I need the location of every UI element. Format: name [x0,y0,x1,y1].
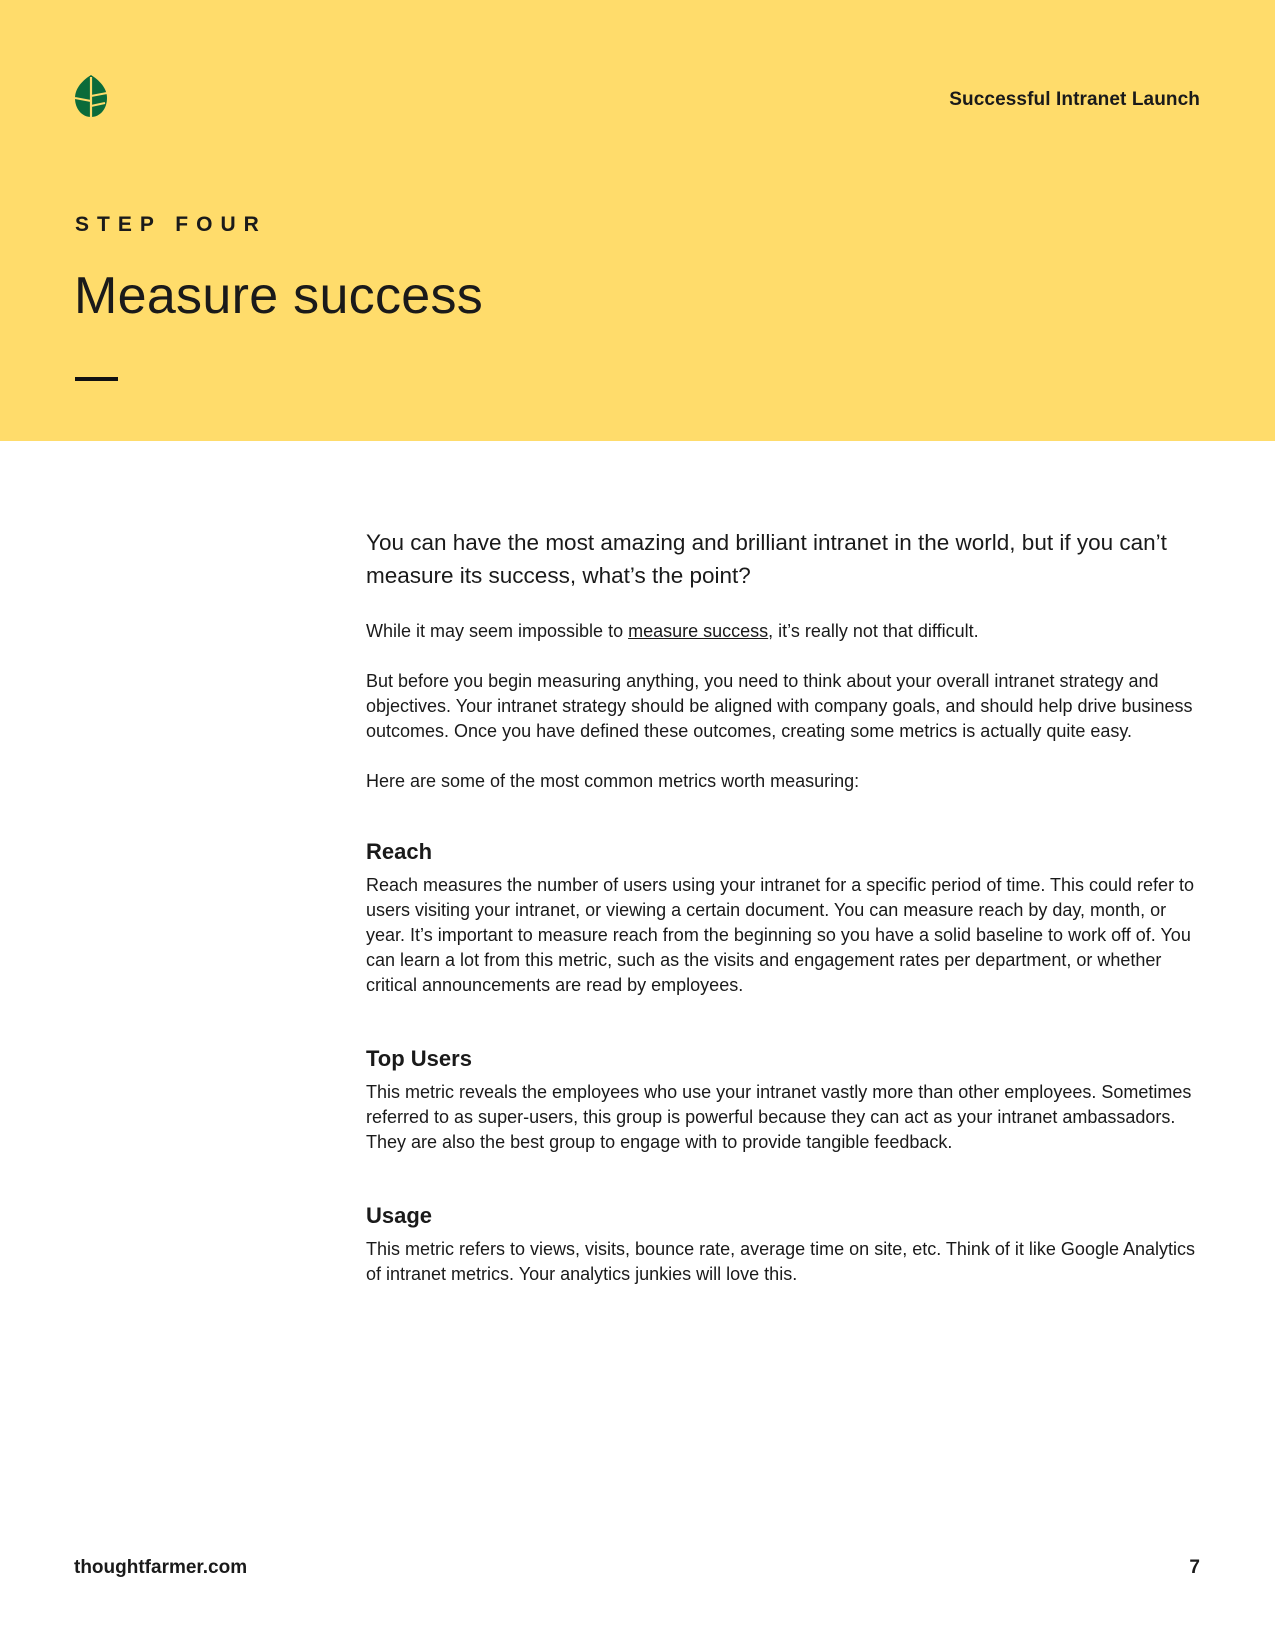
page-title: Measure success [74,267,484,325]
leaf-icon [74,74,108,118]
section-heading: Top Users [366,1046,472,1071]
title-divider [75,377,118,381]
section-text: This metric reveals the employees who use your intranet vastly more than other employees. Sometimes referred to as super-users, this group is powerful because they can act as your intranet ambassadors. They are also the best group to engage with to provide tangible feedback. [366,1082,1192,1152]
header-banner [0,0,1275,441]
main-content [366,526,1206,1287]
strategy-paragraph: But before you begin measuring anything, you need to think about your overall intranet strategy and objectives. Your intranet strategy should be aligned with company goals, and should help drive business outcomes. Once you have defined these outcomes, creating some metrics is actually quite easy. [366,671,1193,741]
section-usage [366,1203,1206,1287]
footer-website[interactable]: thoughtfarmer.com [74,1557,248,1578]
section-text: Reach measures the number of users using your intranet for a specific period of time. This could refer to users visiting your intranet, or viewing a certain document. You can measure reach by day, month, or year. It’s important to measure reach from the beginning so you have a solid baseline to work off of. You can learn a lot from this metric, such as the visits and engagement rates per department, or whether critical announcements are read by employees. [366,875,1195,995]
step-label: STEP FOUR [75,213,267,236]
document-title: Successful Intranet Launch [949,89,1200,110]
page-number: 7 [1189,1557,1200,1578]
measure-success-link[interactable]: measure success [628,621,769,641]
intro-text-after: , it’s really not that difficult. [768,621,979,641]
section-top-users [366,1046,1206,1155]
intro-paragraph [366,619,1206,644]
section-heading: Reach [366,839,433,864]
section-text: This metric refers to views, visits, bounce rate, average time on site, etc. Think of it like Google Analytics of intranet metrics. Your analytics junkies will love this. [366,1239,1196,1284]
lede-paragraph: You can have the most amazing and brilliant intranet in the world, but if you can’t measure its success, what’s the point? [366,530,1167,588]
section-reach [366,839,1206,998]
intro-text-before: While it may seem impossible to [366,621,629,641]
metrics-intro-paragraph: Here are some of the most common metrics worth measuring: [366,771,860,791]
section-heading: Usage [366,1203,433,1228]
